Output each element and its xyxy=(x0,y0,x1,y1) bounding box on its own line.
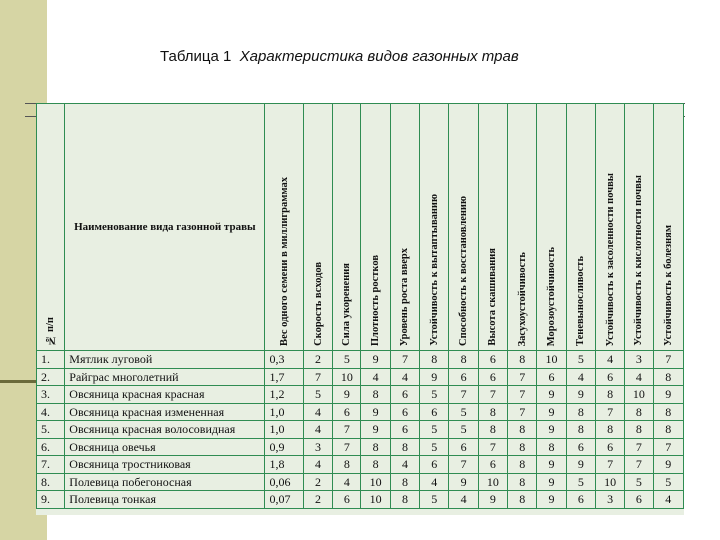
trait-value-cell: 5 xyxy=(625,473,653,491)
trait-value-cell: 6 xyxy=(390,403,419,421)
trait-value-cell: 6 xyxy=(537,368,566,386)
col-header-trait xyxy=(361,104,390,351)
trait-value-cell: 6 xyxy=(333,403,361,421)
col-header-name xyxy=(65,104,265,351)
col-header-trait xyxy=(595,104,624,351)
trait-value-cell: 5 xyxy=(449,403,478,421)
col-header-trait xyxy=(333,104,361,351)
trait-value-cell: 7 xyxy=(449,456,478,474)
grass-table-container xyxy=(36,103,684,515)
trait-value-cell: 5 xyxy=(449,421,478,439)
row-number-cell: 5. xyxy=(37,421,65,439)
trait-value-cell: 8 xyxy=(566,421,595,439)
col-header-trait-label: Способность к восстановлению xyxy=(458,196,470,346)
trait-value-cell: 5 xyxy=(566,351,595,369)
trait-value-cell: 8 xyxy=(508,438,537,456)
trait-value-cell: 7 xyxy=(653,351,683,369)
col-header-trait-label: Вес одного семени в миллиграммах xyxy=(278,177,290,346)
col-header-num xyxy=(37,104,65,351)
row-number-cell: 9. xyxy=(37,491,65,509)
trait-value-cell: 7 xyxy=(653,438,683,456)
trait-value-cell: 9 xyxy=(653,456,683,474)
trait-value-cell: 7 xyxy=(333,438,361,456)
trait-value-cell: 8 xyxy=(478,421,507,439)
table-row xyxy=(37,473,684,491)
table-row xyxy=(37,491,684,509)
trait-value-cell: 6 xyxy=(420,403,449,421)
col-header-trait xyxy=(390,104,419,351)
trait-value-cell: 5 xyxy=(653,473,683,491)
col-header-trait xyxy=(537,104,566,351)
trait-value-cell: 8 xyxy=(566,403,595,421)
trait-value-cell: 9 xyxy=(420,368,449,386)
grass-name-cell: Райграс многолетний xyxy=(65,368,265,386)
trait-value-cell: 5 xyxy=(566,473,595,491)
trait-value-cell: 5 xyxy=(420,491,449,509)
trait-value-cell: 8 xyxy=(361,386,390,404)
grass-name-cell: Овсяница красная измененная xyxy=(65,403,265,421)
trait-value-cell: 4 xyxy=(303,456,332,474)
trait-value-cell: 8 xyxy=(508,421,537,439)
trait-value-cell: 4 xyxy=(595,351,624,369)
trait-value-cell: 9 xyxy=(537,403,566,421)
trait-value-cell: 10 xyxy=(333,368,361,386)
col-header-trait-label: Плотность ростков xyxy=(370,254,382,346)
trait-value-cell: 4 xyxy=(303,421,332,439)
trait-value-cell: 4 xyxy=(333,473,361,491)
table-row xyxy=(37,421,684,439)
trait-value-cell: 7 xyxy=(625,456,653,474)
trait-value-cell: 9 xyxy=(537,473,566,491)
col-header-trait xyxy=(449,104,478,351)
trait-value-cell: 2 xyxy=(303,473,332,491)
trait-value-cell: 9 xyxy=(478,491,507,509)
row-number-cell: 8. xyxy=(37,473,65,491)
col-header-trait-label: Устойчивость к кислотности почвы xyxy=(633,175,645,346)
seed-weight-cell: 1,0 xyxy=(265,421,303,439)
seed-weight-cell: 0,3 xyxy=(265,351,303,369)
trait-value-cell: 4 xyxy=(653,491,683,509)
col-header-trait-label: Засухоустойчивость xyxy=(516,251,528,346)
table-title xyxy=(160,48,519,65)
trait-value-cell: 8 xyxy=(653,403,683,421)
trait-value-cell: 8 xyxy=(390,473,419,491)
trait-value-cell: 4 xyxy=(303,403,332,421)
trait-value-cell: 3 xyxy=(303,438,332,456)
trait-value-cell: 10 xyxy=(361,491,390,509)
trait-value-cell: 8 xyxy=(508,491,537,509)
table-header-row xyxy=(37,104,684,351)
trait-value-cell: 7 xyxy=(478,386,507,404)
table-title-text: Характеристика видов газонных трав xyxy=(239,48,519,65)
trait-value-cell: 10 xyxy=(537,351,566,369)
trait-value-cell: 9 xyxy=(537,386,566,404)
grass-name-cell: Овсяница тростниковая xyxy=(65,456,265,474)
seed-weight-cell: 0,06 xyxy=(265,473,303,491)
table-row xyxy=(37,351,684,369)
trait-value-cell: 8 xyxy=(449,351,478,369)
seed-weight-cell: 1,0 xyxy=(265,403,303,421)
trait-value-cell: 6 xyxy=(625,491,653,509)
trait-value-cell: 6 xyxy=(566,491,595,509)
trait-value-cell: 8 xyxy=(653,421,683,439)
trait-value-cell: 3 xyxy=(625,351,653,369)
seed-weight-cell: 0,9 xyxy=(265,438,303,456)
trait-value-cell: 5 xyxy=(303,386,332,404)
trait-value-cell: 8 xyxy=(478,403,507,421)
trait-value-cell: 7 xyxy=(333,421,361,439)
trait-value-cell: 2 xyxy=(303,491,332,509)
trait-value-cell: 9 xyxy=(361,351,390,369)
trait-value-cell: 9 xyxy=(537,491,566,509)
col-header-trait-label: Сила укоренения xyxy=(341,263,353,346)
trait-value-cell: 8 xyxy=(390,438,419,456)
trait-value-cell: 7 xyxy=(595,456,624,474)
col-header-trait-label: Устойчивость к засоленности почвы xyxy=(604,172,616,346)
table-title-prefix: Таблица 1 xyxy=(160,48,232,65)
trait-value-cell: 7 xyxy=(303,368,332,386)
table-body xyxy=(37,351,684,509)
col-header-trait-label: Теневыносливость xyxy=(575,256,587,346)
trait-value-cell: 8 xyxy=(333,456,361,474)
col-header-trait xyxy=(303,104,332,351)
col-header-name-label: Наименование вида газонной травы xyxy=(74,221,256,233)
trait-value-cell: 8 xyxy=(508,351,537,369)
grass-name-cell: Полевица тонкая xyxy=(65,491,265,509)
trait-value-cell: 7 xyxy=(625,438,653,456)
trait-value-cell: 2 xyxy=(303,351,332,369)
trait-value-cell: 9 xyxy=(537,456,566,474)
trait-value-cell: 7 xyxy=(508,386,537,404)
trait-value-cell: 4 xyxy=(566,368,595,386)
seed-weight-cell: 1,7 xyxy=(265,368,303,386)
row-number-cell: 6. xyxy=(37,438,65,456)
col-header-trait xyxy=(566,104,595,351)
table-row xyxy=(37,438,684,456)
trait-value-cell: 7 xyxy=(595,403,624,421)
trait-value-cell: 8 xyxy=(537,438,566,456)
trait-value-cell: 4 xyxy=(390,456,419,474)
trait-value-cell: 6 xyxy=(478,368,507,386)
trait-value-cell: 6 xyxy=(478,351,507,369)
trait-value-cell: 9 xyxy=(653,386,683,404)
seed-weight-cell: 1,2 xyxy=(265,386,303,404)
col-header-trait-label: Устойчивость к болезням xyxy=(662,225,674,346)
trait-value-cell: 6 xyxy=(566,438,595,456)
trait-value-cell: 8 xyxy=(508,473,537,491)
col-header-trait xyxy=(265,104,303,351)
col-header-num-label: № п/п xyxy=(45,317,57,346)
grass-name-cell: Овсяница красная волосовидная xyxy=(65,421,265,439)
trait-value-cell: 5 xyxy=(420,438,449,456)
trait-value-cell: 10 xyxy=(361,473,390,491)
trait-value-cell: 8 xyxy=(508,456,537,474)
col-header-trait-label: Устойчивость к вытаптыванию xyxy=(428,194,440,346)
trait-value-cell: 10 xyxy=(625,386,653,404)
trait-value-cell: 8 xyxy=(420,351,449,369)
trait-value-cell: 5 xyxy=(333,351,361,369)
trait-value-cell: 9 xyxy=(361,421,390,439)
trait-value-cell: 7 xyxy=(508,403,537,421)
trait-value-cell: 6 xyxy=(390,386,419,404)
table-row xyxy=(37,386,684,404)
trait-value-cell: 10 xyxy=(595,473,624,491)
trait-value-cell: 6 xyxy=(449,368,478,386)
trait-value-cell: 6 xyxy=(478,456,507,474)
trait-value-cell: 9 xyxy=(537,421,566,439)
trait-value-cell: 3 xyxy=(595,491,624,509)
grass-name-cell: Полевица побегоносная xyxy=(65,473,265,491)
grass-name-cell: Овсяница овечья xyxy=(65,438,265,456)
trait-value-cell: 5 xyxy=(420,386,449,404)
col-header-trait xyxy=(508,104,537,351)
trait-value-cell: 9 xyxy=(566,386,595,404)
trait-value-cell: 6 xyxy=(390,421,419,439)
trait-value-cell: 8 xyxy=(625,421,653,439)
trait-value-cell: 9 xyxy=(566,456,595,474)
trait-value-cell: 6 xyxy=(333,491,361,509)
trait-value-cell: 4 xyxy=(449,491,478,509)
trait-value-cell: 7 xyxy=(390,351,419,369)
trait-value-cell: 4 xyxy=(390,368,419,386)
trait-value-cell: 4 xyxy=(625,368,653,386)
grass-name-cell: Мятлик луговой xyxy=(65,351,265,369)
col-header-trait xyxy=(420,104,449,351)
table-row xyxy=(37,403,684,421)
row-number-cell: 7. xyxy=(37,456,65,474)
row-number-cell: 1. xyxy=(37,351,65,369)
grass-name-cell: Овсяница красная красная xyxy=(65,386,265,404)
trait-value-cell: 5 xyxy=(420,421,449,439)
trait-value-cell: 8 xyxy=(361,438,390,456)
trait-value-cell: 6 xyxy=(595,438,624,456)
trait-value-cell: 6 xyxy=(595,368,624,386)
table-row xyxy=(37,456,684,474)
col-header-trait xyxy=(625,104,653,351)
trait-value-cell: 4 xyxy=(420,473,449,491)
trait-value-cell: 8 xyxy=(390,491,419,509)
trait-value-cell: 8 xyxy=(625,403,653,421)
col-header-trait xyxy=(653,104,683,351)
trait-value-cell: 7 xyxy=(449,386,478,404)
trait-value-cell: 8 xyxy=(595,421,624,439)
trait-value-cell: 8 xyxy=(595,386,624,404)
seed-weight-cell: 0,07 xyxy=(265,491,303,509)
trait-value-cell: 6 xyxy=(420,456,449,474)
trait-value-cell: 6 xyxy=(449,438,478,456)
row-number-cell: 4. xyxy=(37,403,65,421)
trait-value-cell: 4 xyxy=(361,368,390,386)
table-row xyxy=(37,368,684,386)
col-header-trait xyxy=(478,104,507,351)
grass-characteristics-table xyxy=(36,103,684,509)
col-header-trait-label: Морозоустойчивость xyxy=(546,246,557,346)
trait-value-cell: 8 xyxy=(653,368,683,386)
row-number-cell: 3. xyxy=(37,386,65,404)
trait-value-cell: 8 xyxy=(361,456,390,474)
trait-value-cell: 9 xyxy=(361,403,390,421)
col-header-trait-label: Уровень роста вверх xyxy=(399,247,411,346)
seed-weight-cell: 1,8 xyxy=(265,456,303,474)
trait-value-cell: 7 xyxy=(478,438,507,456)
trait-value-cell: 7 xyxy=(508,368,537,386)
trait-value-cell: 9 xyxy=(333,386,361,404)
col-header-trait-label: Скорость всходов xyxy=(312,262,324,346)
row-number-cell: 2. xyxy=(37,368,65,386)
trait-value-cell: 9 xyxy=(449,473,478,491)
col-header-trait-label: Высота скашивания xyxy=(487,248,499,346)
trait-value-cell: 10 xyxy=(478,473,507,491)
